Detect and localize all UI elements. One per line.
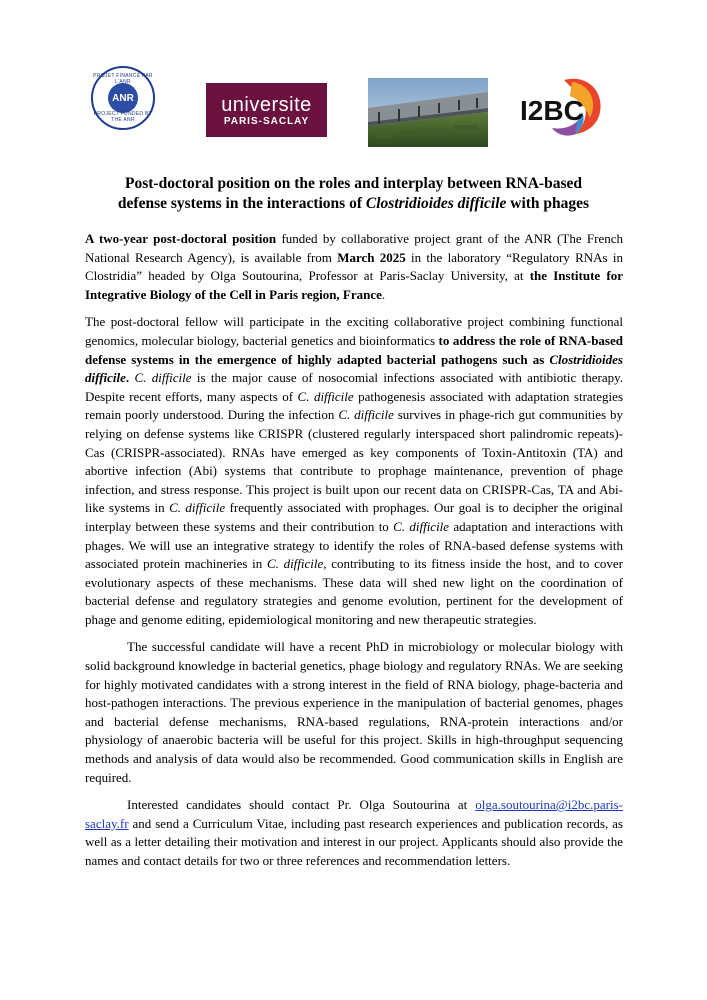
project-bold-2: to address the role of RNA-based defense systems in the emergence of highly adapted bacterial pathogens such as: [85, 332, 623, 367]
project-italic-10: C. difficile: [338, 407, 394, 423]
intro-text-6: .: [381, 286, 386, 302]
intro-bold-date: March 2025: [337, 249, 406, 265]
contact-email-link[interactable]: olga.soutourina@i2bc.paris-saclay.fr: [85, 797, 623, 831]
contact-text-1: Interested candidates should contact Pr. Olga Soutourina at: [127, 797, 476, 813]
i2bc-logo: [516, 72, 606, 142]
anr-logo: [91, 66, 155, 130]
ups-logo-line1: universite: [221, 93, 312, 116]
project-text-7: is the major cause of nosocomial infections associated with antibiotic therapy. Despite recent efforts, many aspects of: [85, 370, 624, 404]
intro-text-2: funded by collaborative project grant of the ANR (The French National Research Agency), is available from: [85, 231, 623, 265]
project-text-15: adaptation and interactions with phages. We will use an integrative strategy to identify the roles of RNA-based defense systems with associated protein machineries in: [85, 518, 623, 572]
page-title: [60, 174, 647, 214]
title-line2: [60, 194, 647, 214]
project-italic-12: C. difficile: [169, 500, 226, 516]
building-photo: [368, 78, 488, 147]
project-italic-14: C. difficile: [393, 518, 450, 534]
ups-logo-line2: PARIS-SACLAY: [223, 115, 310, 127]
project-italic-8: C. difficile: [297, 388, 354, 404]
project-text-1: The post-doctoral fellow will participate in the exciting collaborative project combining functional genomics, molecular biology, bacterial genetics and bioinformatics: [85, 314, 623, 348]
project-text-17: contributing to its fitness inside the host, and to cover evolutionary aspects of these mechanisms. These data will shed new light on the coordination of bacterial defense and regulatory strategies and genome evolution, pertinent for the development of phage and genome editing, epidemiological monitoring and new therapeutic strategies.: [85, 556, 623, 627]
project-italic-6: C. difficile: [134, 370, 192, 386]
project-bold-4: .: [125, 370, 130, 386]
i2bc-logo-mark: [516, 72, 606, 142]
paragraph-contact: [85, 796, 623, 870]
project-text-9: pathogenesis associated with adaptation strategies remain poorly understood. During the infection: [85, 388, 623, 423]
anr-logo-center: ANR: [108, 83, 138, 113]
title-line2-pre: defense systems in the interactions of: [117, 195, 366, 212]
contact-text-2: and send a Curriculum Vitae, including past research experiences and publication records, as well as a letter detailing their motivation and interest in our project. Applicants should also provide the names and contact details for two or three references and recommendation letters.: [85, 815, 623, 868]
title-line2-post: with phages: [506, 195, 590, 212]
paragraph-intro: [85, 230, 623, 304]
project-text-13: frequently associated with prophages. Our goal is to decipher the original interplay between these systems and their contribution to: [85, 500, 623, 534]
building-photo-image: [368, 78, 488, 147]
intro-bold-institute: the Institute for Integrative Biology of the Cell in Paris region, France: [85, 268, 623, 302]
anr-logo-ring-top: PROJET FINANCÉ PAR L'ANR: [93, 73, 153, 85]
anr-logo-ring-bottom: PROJECT FUNDED BY THE ANR: [93, 111, 153, 123]
intro-text-4: in the laboratory “Regulatory RNAs in Clostridia” headed by Olga Soutourina, Professor at Paris-Saclay University, at: [85, 249, 623, 284]
paragraph-project: [85, 313, 623, 629]
intro-bold-1: A two-year post-doctoral position: [85, 231, 277, 246]
paragraph-candidate: The successful candidate will have a recent PhD in microbiology or molecular biology with solid background knowledge in bacterial genetics, phage biology and regulatory RNAs. We are seeking for highly motivated candidates with a strong interest in the field of RNA biology, phage-bacteria and host-pathogen interactions. The previous experience in the manipulation of bacterial genomes, phages and bacterial defense mechanisms, RNA-based regulations, RNA-protein interactions and/or physiology of anaerobic bacteria will be useful for this project. Skills in high-throughput sequencing methods and analysis of data would also be recommended. Good communication skills in English are required.: [85, 639, 623, 785]
project-italic-16: C. difficile,: [266, 556, 327, 572]
universite-paris-saclay-logo: [206, 83, 327, 137]
title-line1: Post-doctoral position on the roles and interplay between RNA-based: [125, 175, 582, 192]
logo-bar: [0, 66, 707, 146]
project-bolditalic-3: Clostridioides difficile: [85, 351, 623, 386]
i2bc-logo-text: I2BC: [520, 95, 584, 126]
document-body: [85, 230, 623, 880]
title-line2-italic: Clostridioides difficile: [365, 195, 507, 212]
project-text-11: survives in phage-rich gut communities by relying on defense systems like CRISPR (clustered regularly interspaced short palindromic repeats)-Cas (CRISPR-associated). RNAs have emerged as key components of Toxin-Antitoxin (TA) and abortive infection (Abi) systems that contribute to prophage maintenance, prevention of phage infection, and stress response. This project is built upon our recent data on CRISPR-Cas, TA and Abi-like systems in: [85, 407, 623, 516]
